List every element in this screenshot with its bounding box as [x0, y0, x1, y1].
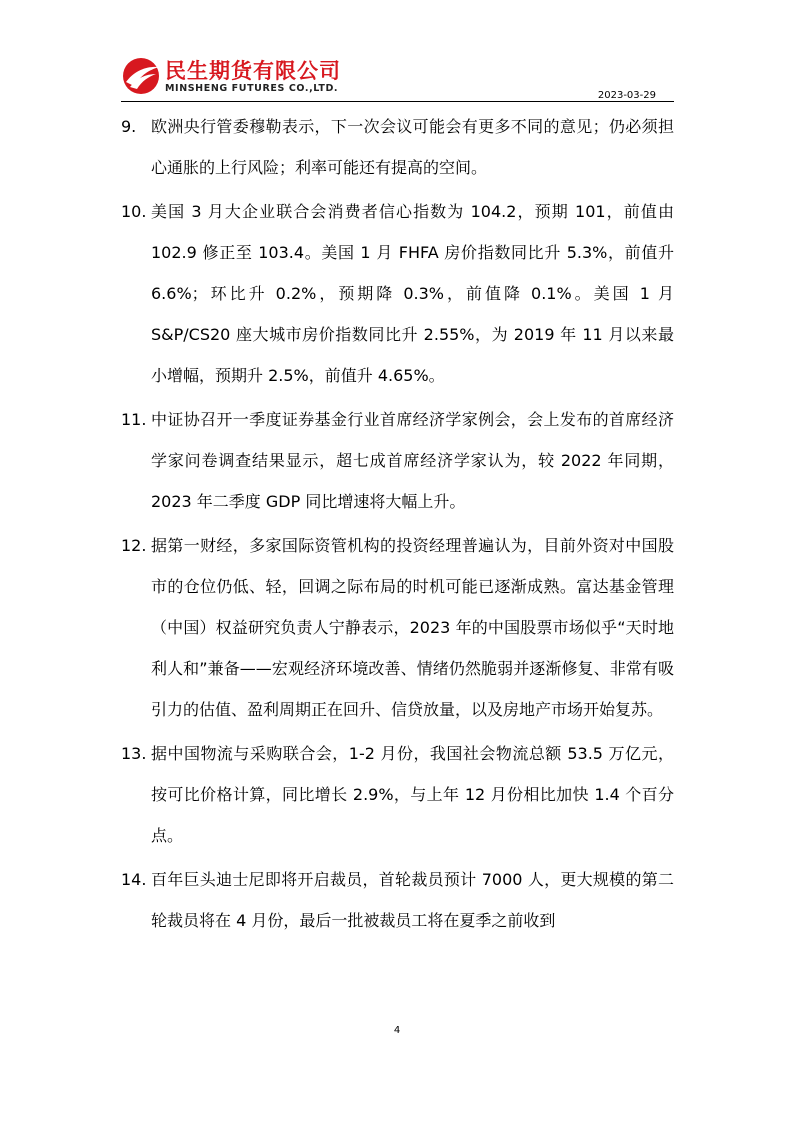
company-name-cn: 民生期货有限公司 [165, 59, 341, 83]
item-text: 据第一财经，多家国际资管机构的投资经理普遍认为，目前外资对中国股市的仓位仍低、轻，回调之际布局的时机可能已逐渐成熟。富达基金管理（中国）权益研究负责人宁静表示，2023 年的中国股票市场似乎“天时地利人和”兼备——宏观经济环境改善、情绪仍然脆弱并逐渐修复、非常有吸引力的估值、盈利周期正在回升、信贷放量，以及房地产市场开始复苏。 [151, 536, 674, 719]
item-text: 中证协召开一季度证券基金行业首席经济学家例会，会上发布的首席经济学家问卷调查结果显示，超七成首席经济学家认为，较 2022 年同期，2023 年二季度 GDP 同比增速将大幅上升。 [151, 410, 674, 511]
list-item [121, 191, 674, 396]
header-divider [121, 101, 674, 102]
report-date: 2023-03-29 [597, 90, 656, 101]
news-list [121, 106, 674, 944]
list-item [121, 399, 674, 522]
list-item [121, 525, 674, 730]
minsheng-logo-icon [121, 56, 161, 96]
list-item [121, 859, 674, 941]
item-number: 14. [121, 870, 147, 889]
list-item [121, 106, 674, 188]
page-header [121, 52, 674, 102]
page-number: 4 [393, 1025, 401, 1036]
item-text: 据中国物流与采购联合会，1-2 月份，我国社会物流总额 53.5 万亿元，按可比价格计算，同比增长 2.9%，与上年 12 月份相比加快 1.4 个百分点。 [151, 744, 674, 845]
item-text: 美国 3 月大企业联合会消费者信心指数为 104.2，预期 101，前值由 102.9 修正至 103.4。美国 1 月 FHFA 房价指数同比升 5.3%，前值升 6.6%；环比升 0.2%，预期降 0.3%，前值降 0.1%。美国 1 月 S&P/CS20 座大城市房价指数同比升 2.55%，为 2019 年 11 月以来最小增幅，预期升 2.5%，前值升 4.65%。 [151, 202, 674, 385]
item-text: 欧洲央行管委穆勒表示，下一次会议可能会有更多不同的意见；仍必须担心通胀的上行风险；利率可能还有提高的空间。 [151, 117, 674, 177]
item-text: 百年巨头迪士尼即将开启裁员，首轮裁员预计 7000 人，更大规模的第二轮裁员将在 4 月份，最后一批被裁员工将在夏季之前收到 [151, 870, 674, 930]
list-item [121, 733, 674, 856]
item-number: 11. [121, 410, 147, 429]
item-number: 10. [121, 202, 147, 221]
item-number: 9. [121, 117, 137, 136]
company-name-en: MINSHENG FUTURES CO.,LTD. [165, 83, 339, 94]
item-number: 13. [121, 744, 147, 763]
item-number: 12. [121, 536, 147, 555]
